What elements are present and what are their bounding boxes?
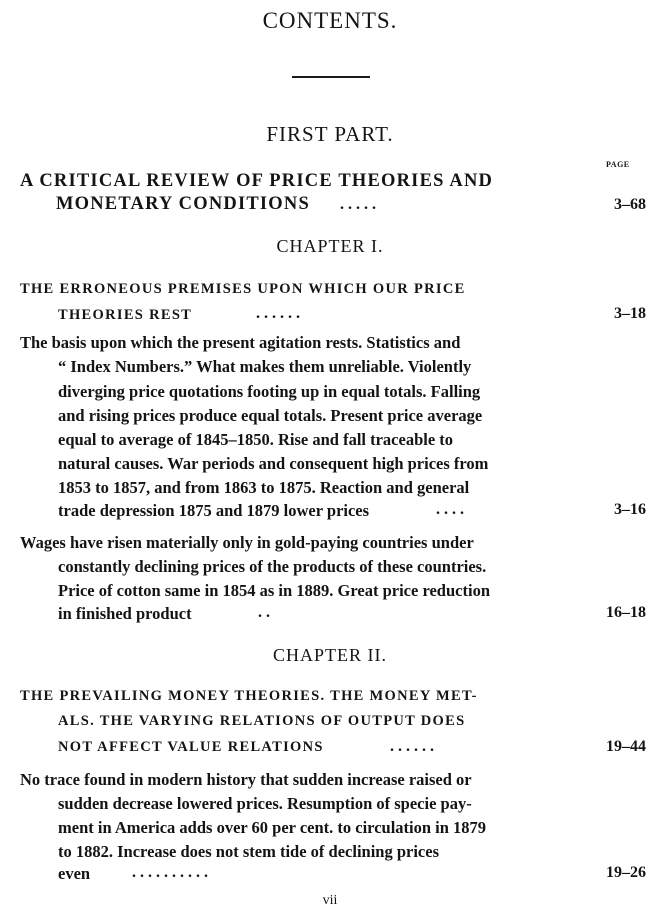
page-range: 19–44 — [606, 738, 646, 755]
entry-line: ment in America adds over 60 per cent. to circulation in 1879 — [58, 818, 487, 837]
page-range: 3–68 — [614, 196, 646, 213]
entry-line: diverging price quotations footing up in equal totals. Falling — [58, 382, 481, 401]
dot-leader: . . — [258, 604, 270, 621]
entry-line: ALS. THE VARYING RELATIONS OF OUTPUT DOES — [58, 713, 466, 729]
part-heading: FIRST PART. — [266, 122, 394, 146]
entry-line: equal to average of 1845–1850. Rise and fall traceable to — [58, 430, 454, 449]
page-column-label: PAGE — [606, 160, 630, 169]
entry-line: A CRITICAL REVIEW OF PRICE THEORIES AND — [20, 171, 494, 191]
entry-line: Wages have risen materially only in gold-paying countries under — [20, 533, 474, 552]
entry-line: Price of cotton same in 1854 as in 1889. Great price reduction — [58, 581, 490, 600]
entry-line: 1853 to 1857, and from 1863 to 1875. Reaction and general — [58, 478, 470, 497]
title-rule — [292, 76, 370, 78]
entry-line: and rising prices produce equal totals. Present price average — [58, 406, 483, 425]
page-range: 19–26 — [606, 864, 646, 881]
entry-line: in finished product — [58, 604, 192, 623]
page-range: 16–18 — [606, 604, 646, 621]
entry-line: THE PREVAILING MONEY THEORIES. THE MONEY MET- — [20, 688, 478, 704]
chapter-heading: CHAPTER I. — [276, 236, 384, 256]
entry-line: to 1882. Increase does not stem tide of declining prices — [58, 842, 439, 861]
dot-leader: . . . . . . — [256, 305, 300, 322]
entry-line: even — [58, 864, 91, 883]
dot-leader: . . . . . . . . . . — [132, 864, 208, 881]
entry-line: MONETARY CONDITIONS — [56, 194, 310, 214]
entry-line: trade depression 1875 and 1879 lower prices — [58, 501, 370, 520]
entry-line: THEORIES REST — [58, 307, 193, 323]
entry-line: “ Index Numbers.” What makes them unreliable. Violently — [58, 357, 472, 376]
entry-line: The basis upon which the present agitation rests. Statistics and — [20, 333, 461, 352]
page-range: 3–18 — [614, 305, 646, 322]
dot-leader: . . . . — [436, 501, 464, 518]
entry-line: natural causes. War periods and consequent high prices from — [58, 454, 489, 473]
entry-line: THE ERRONEOUS PREMISES UPON WHICH OUR PRICE — [20, 281, 466, 297]
entry-line: No trace found in modern history that sudden increase raised or — [20, 770, 472, 789]
page-range: 3–16 — [614, 501, 646, 518]
dot-leader: . . . . . — [340, 196, 376, 213]
chapter-heading: CHAPTER II. — [273, 645, 387, 665]
page-number: vii — [322, 893, 338, 908]
entry-line: sudden decrease lowered prices. Resumption of specie pay- — [58, 794, 472, 813]
entry-line: constantly declining prices of the products of these countries. — [58, 557, 487, 576]
contents-title: CONTENTS. — [262, 8, 398, 33]
dot-leader: . . . . . . — [390, 738, 434, 755]
entry-line: NOT AFFECT VALUE RELATIONS — [58, 739, 324, 755]
